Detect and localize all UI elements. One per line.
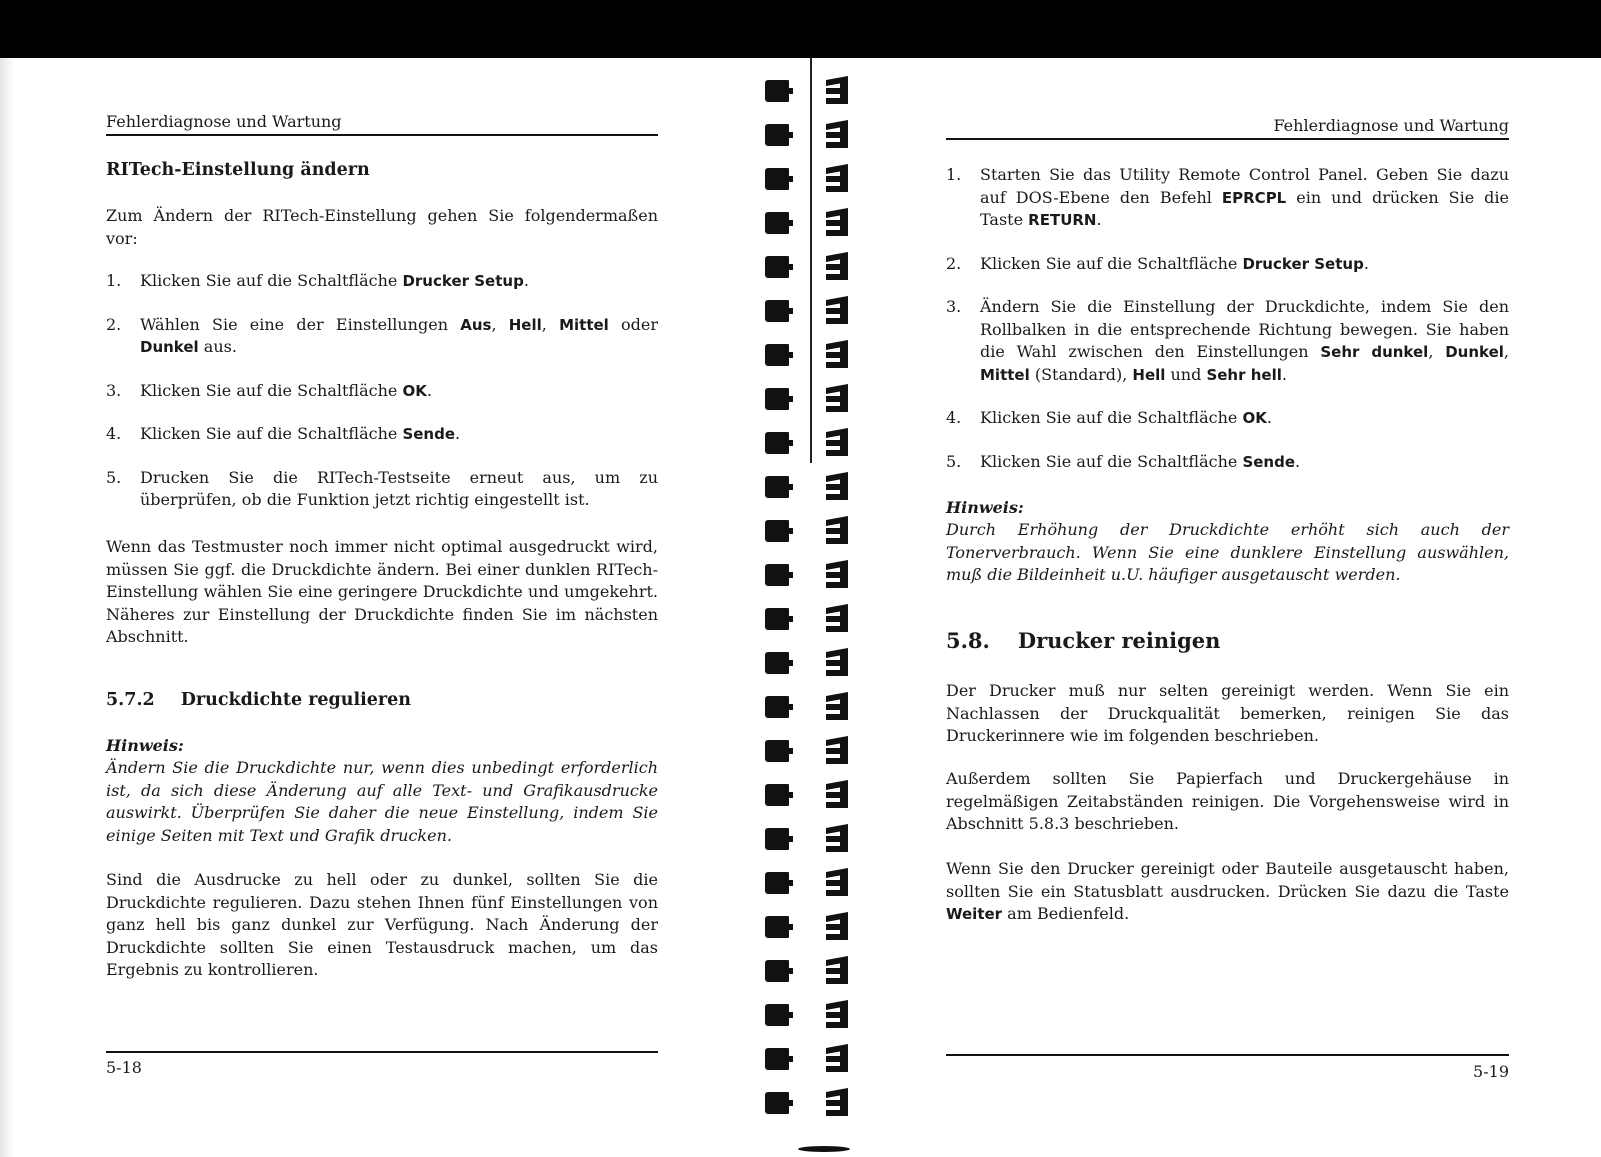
right-page [900, 58, 1601, 1157]
binding-ring [765, 696, 789, 718]
binding-ring [765, 168, 789, 190]
list-item: 2. Wählen Sie eine der Einstellungen Aus, Hell, Mittel oder Dunkel aus. [106, 314, 659, 356]
binding-ring [765, 476, 789, 498]
footer-rule [946, 1054, 1509, 1056]
note-text: Ändern Sie die Druckdichte nur, wenn dies unbedingt erforderlich ist, da sich diese Änderung auf alle Text- und Grafikausdrucke auswirkt. Überprüfen Sie daher die neue Einstellung, indem Sie einige Seiten mit Text und Grafik drucken. [106, 758, 658, 845]
binding-ring [826, 826, 848, 852]
binding-ring [765, 80, 789, 102]
binding-ring [826, 1002, 848, 1028]
list-item: 5. Drucken Sie die RITech-Testseite erneut aus, um zu überprüfen, ob die Funktion jetzt richtig eingestellt ist. [106, 467, 658, 509]
binding-ring [765, 916, 789, 938]
binding-ring [826, 122, 848, 148]
binding-ring [765, 1004, 789, 1026]
binding-ring [826, 474, 848, 500]
binding-ring [826, 1090, 848, 1116]
section-title: RITech-Einstellung ändern [106, 160, 370, 180]
section-heading [946, 628, 1220, 653]
list-item: 4. Klicken Sie auf die Schaltfläche Sende. [106, 424, 461, 443]
paragraph: Wenn das Testmuster noch immer nicht optimal ausgedruckt wird, müssen Sie ggf. die Druckdichte ändern. Bei einer dunklen RITech-Einstellung wählen Sie eine geringere Druckdichte und umgekehrt. Näheres zur Einstellung der Druckdichte finden Sie im nächsten Abschnitt. [106, 537, 658, 646]
header-rule [106, 134, 658, 136]
paragraph: Der Drucker muß nur selten gereinigt werden. Wenn Sie ein Nachlassen der Druckqualität bemerken, reinigen Sie das Druckerinnere wie im folgenden beschrieben. [946, 681, 1509, 745]
binding-ring [826, 738, 848, 764]
subsection-heading [106, 690, 411, 710]
binding-ring [765, 608, 789, 630]
binding-ring [826, 518, 848, 544]
binding-ring [765, 124, 789, 146]
binding-ring [765, 432, 789, 454]
paragraph: Außerdem sollten Sie Papierfach und Druckergehäuse in regelmäßigen Zeitabständen reinigen. Die Vorgehensweise wird in Abschnitt 5.8.3 beschrieben. [946, 769, 1509, 833]
note-text: Durch Erhöhung der Druckdichte erhöht sich auch der Tonerverbrauch. Wenn Sie eine dunklere Einstellung auswählen, muß die Bildeinheit u.U. häufiger ausgetauscht werden. [946, 520, 1509, 584]
binding-ring [765, 784, 789, 806]
binding-ring [826, 782, 848, 808]
steps-list [946, 164, 1509, 473]
binding-ring [765, 564, 789, 586]
running-head: Fehlerdiagnose und Wartung [106, 112, 342, 131]
page-number: 5-19 [1473, 1062, 1509, 1081]
note-title: Hinweis: [946, 498, 1024, 517]
list-item: 3. Klicken Sie auf die Schaltfläche OK. [106, 380, 432, 400]
binding-ring [826, 562, 848, 588]
list-item: 4. Klicken Sie auf die Schaltfläche OK. [946, 408, 1272, 427]
section-number: 5.8. [946, 628, 990, 653]
binding-ring [826, 386, 848, 412]
binding-ring [826, 958, 848, 984]
binding-ring [826, 342, 848, 368]
binding-ring [765, 520, 789, 542]
binding-ring [826, 210, 848, 236]
intro-paragraph: Zum Ändern der RITech-Einstellung gehen Sie folgendermaßen vor: [106, 206, 658, 248]
binding-ring [765, 652, 789, 674]
steps-list [106, 270, 658, 512]
binding-ring [826, 430, 848, 456]
binding-ring [765, 300, 789, 322]
binding-ring [826, 166, 848, 192]
binding-ring [765, 344, 789, 366]
binding-ring [826, 694, 848, 720]
binding-ring [765, 1092, 789, 1114]
scan-top-border [0, 0, 1601, 58]
binding-ring [765, 872, 789, 894]
list-item: 1. Starten Sie das Utility Remote Control Panel. Geben Sie dazu auf DOS-Ebene den Befehl EPRCPL ein und drücken Sie die Taste RETURN. [946, 165, 1509, 229]
binding-ring [765, 1048, 789, 1070]
binding-ring [826, 870, 848, 896]
binding-ring [765, 256, 789, 278]
binding-ring [765, 740, 789, 762]
binding-ring [826, 914, 848, 940]
note-title: Hinweis: [106, 736, 184, 755]
binding-ring [826, 254, 848, 280]
binding-ring [826, 78, 848, 104]
scan-left-edge [0, 58, 14, 1157]
binding-edge-line [810, 58, 812, 463]
list-item: 2. Klicken Sie auf die Schaltfläche Drucker Setup. [946, 253, 1369, 273]
binding-ring [826, 650, 848, 676]
spiral-binding [762, 58, 882, 1157]
binding-ring [826, 606, 848, 632]
running-head: Fehlerdiagnose und Wartung [1273, 116, 1509, 135]
binding-ring [765, 388, 789, 410]
binding-bottom-shadow [798, 1146, 850, 1152]
binding-ring [765, 960, 789, 982]
left-page [14, 58, 754, 1157]
binding-ring [765, 828, 789, 850]
section-title: Drucker reinigen [1017, 628, 1221, 653]
list-item: 1. Klicken Sie auf die Schaltfläche Drucker Setup. [106, 271, 529, 290]
list-item: 5. Klicken Sie auf die Schaltfläche Sende. [946, 451, 1301, 471]
binding-ring [765, 212, 789, 234]
subsection-number: 5.7.2 [106, 690, 155, 710]
footer-rule [106, 1051, 658, 1053]
header-rule [946, 138, 1509, 140]
paragraph: Sind die Ausdrucke zu hell oder zu dunkel, sollten Sie die Druckdichte regulieren. Dazu stehen Ihnen fünf Einstellungen von ganz hell bis ganz dunkel zur Verfügung. Nach Änderung der Druckdichte sollten Sie einen Testausdruck machen, um das Ergebnis zu kontrollieren. [106, 870, 658, 979]
list-item: 3. Ändern Sie die Einstellung der Druckdichte, indem Sie den Rollbalken in die entsprechende Richtung bewegen. Sie haben die Wahl zwischen den Einstellungen Sehr dunkel, Dunkel, Mittel (Standard), Hell und Sehr hell. [946, 297, 1509, 384]
page-number: 5-18 [106, 1058, 142, 1077]
subsection-title: Druckdichte regulieren [180, 690, 412, 710]
binding-ring [826, 1046, 848, 1072]
binding-ring [826, 298, 848, 324]
paragraph: Wenn Sie den Drucker gereinigt oder Bauteile ausgetauscht haben, sollten Sie ein Statusblatt ausdrucken. Drücken Sie dazu die Taste Weiter am Bedienfeld. [946, 859, 1509, 923]
